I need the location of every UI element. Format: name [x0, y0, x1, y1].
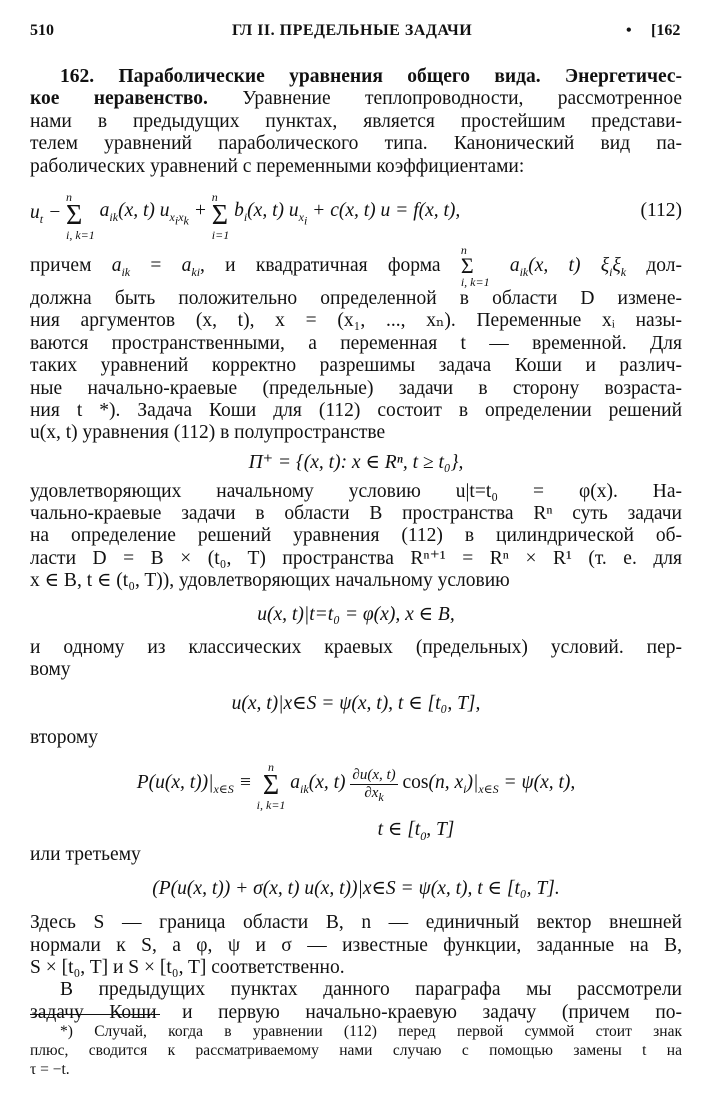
body-line: u(x, t) уравнения (112) в полупространстве	[30, 422, 386, 444]
equation-112: $u_t$ − n Σ i, k=1 $a_{ik}(x$, t) $u_{x_ix_k}$ + n Σ i=1 $b_i(x$, t) $u_{x_i} + c(x$, t) u = f(x, t), (112)	[30, 178, 682, 244]
equation-number: (112)	[640, 199, 682, 221]
running-header	[0, 22, 708, 48]
third-boundary-condition: (P(u(x, t)) + σ(x, t) u(x, t))|x∈S = ψ(x, t), t ∈ [t₀, T].	[152, 878, 560, 900]
page-body	[30, 66, 682, 1024]
body-line: ласти D = B × (t₀, T) пространства Rⁿ⁺¹ = Rⁿ × R¹ (т. е. для	[30, 547, 682, 569]
section-ref: [162	[651, 22, 681, 39]
section-heading-cont: кое неравенство.	[30, 88, 208, 110]
footnote-line: *) Случай, когда в уравнении (112) перед первой суммой стоит знак	[60, 1023, 682, 1040]
time-range: t ∈ [$t_0$, T]	[377, 818, 455, 843]
body-line: или третьему	[30, 843, 141, 865]
body-line: и одному из классических краевых (предельных) условий. пер-	[30, 636, 682, 658]
body-line: удовлетворяющих начальному условию u|t=t₀ = φ(x). На-	[30, 480, 682, 502]
body-line: нормали к S, а φ, ψ и σ — известные функции, заданные на B,	[30, 934, 682, 956]
halfspace-formula: Π⁺ = {(x, t): x ∈ Rⁿ, t ≥ t₀},	[248, 451, 464, 473]
body-line: раболических уравнений с переменными коэффициентами:	[30, 155, 525, 177]
body-line: чально-краевые задачи в области B пространства Rⁿ суть задачи	[30, 503, 682, 525]
header-mark: •	[626, 22, 632, 39]
second-boundary-condition: P(u(x, $t))|_{x\in S}$ ≡ n Σ i, k=1 $a_{ik}(x$, t) $\frac{\partial u(x, t)}{\partial x_k}$ cos(n, $x_i)|_{x\in S} = \psi(x$, t),	[136, 759, 576, 812]
footnote-line: плюс, сводится к рассматриваемому нами случаю с помощью замены t на	[30, 1042, 682, 1059]
body-line: ваются пространственными, а переменная t — временной. Для	[30, 332, 682, 354]
body-line: телем уравнений параболического типа. Канонический вид па-	[30, 133, 682, 155]
body-line: должна быть положительно определенной в области D измене-	[30, 287, 682, 309]
initial-condition: u(x, t)|t=t₀ = φ(x), x ∈ B,	[257, 603, 455, 625]
body-line: S × [t₀, T] и S × [t₀, T] соответственно.	[30, 956, 345, 978]
footnote-line: τ = −t.	[30, 1061, 70, 1078]
body-line: второму	[30, 727, 98, 749]
chapter-title: ГЛ II. ПРЕДЕЛЬНЫЕ ЗАДАЧИ	[232, 22, 473, 39]
body-line: Здесь S — граница области B, n — единичный вектор внешней	[30, 912, 682, 934]
body-line: вому	[30, 659, 71, 681]
body-line: таких уравнений корректно разрешимы задача Коши и различ-	[30, 355, 682, 377]
footnote-rule	[30, 1014, 160, 1015]
body-line: причем $a_{ik} = a_{ki}$, и квадратичная форма n Σ i, k=1 $a_{ik}(x$, t) $\xi_i\xi_k$ дол-	[30, 243, 682, 290]
body-line: В предыдущих пунктах данного параграфа мы рассмотрели	[60, 979, 682, 1001]
body-line: на определение решений уравнения (112) в цилиндрической об-	[30, 525, 682, 547]
body-line: ные начально-краевые (предельные) задачи в сторону возраста-	[30, 377, 682, 399]
page-number: 510	[30, 22, 54, 39]
body-line: x ∈ B, t ∈ (t₀, T)), удовлетворяющих начальному условию	[30, 570, 510, 592]
body-line: ния аргументов (x, t), x = (x₁, ..., xₙ). Переменные xᵢ назы-	[30, 310, 682, 332]
body-line: нами в предыдущих пунктах, является простейшим представи-	[30, 110, 682, 132]
body-line: задачу Коши и первую начально-краевую задачу (причем по-	[30, 1001, 682, 1023]
body-line: ния t *). Задача Коши для (112) состоит в определении решений	[30, 399, 682, 421]
footnote	[30, 1022, 682, 1079]
first-boundary-condition: u(x, t)|x∈S = ψ(x, t), t ∈ [t₀, T],	[231, 693, 481, 715]
body-line: Уравнение теплопроводности, рассмотренное	[207, 88, 683, 110]
section-heading: 162. Параболические уравнения общего вида. Энергетичес-	[60, 66, 682, 87]
